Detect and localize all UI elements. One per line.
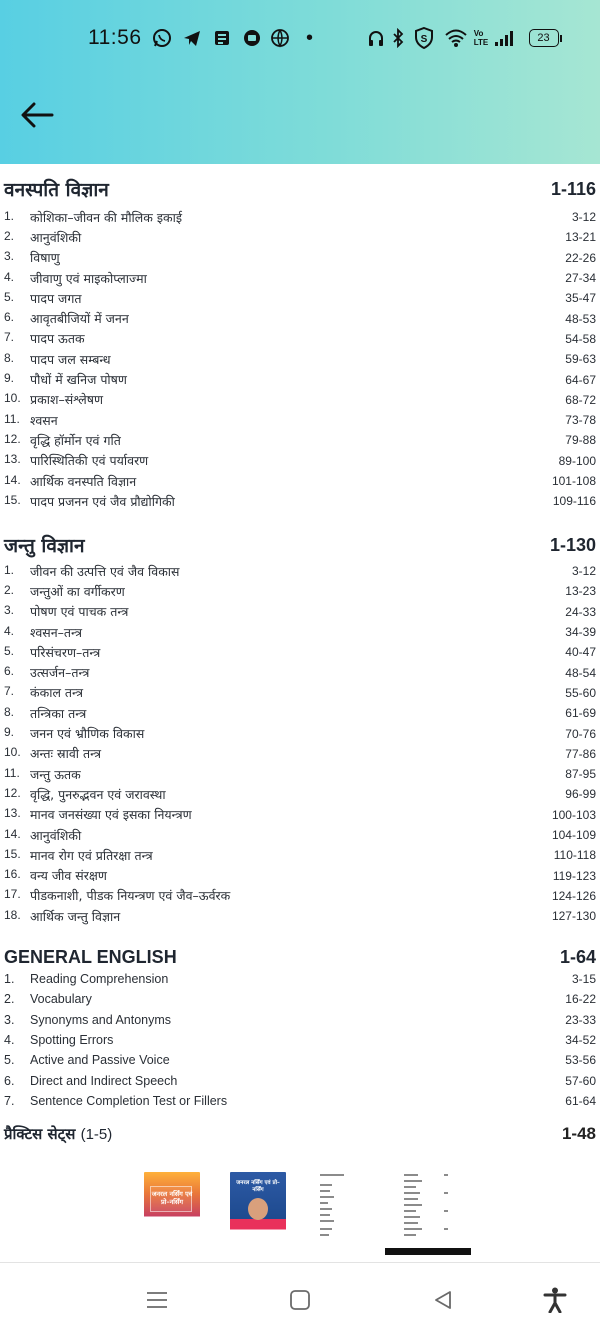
chapter-title: वृद्धि, पुनरुद्भवन एवं जरावस्था bbox=[30, 786, 166, 802]
chapter-title: पारिस्थितिकी एवं पर्यावरण bbox=[30, 453, 149, 469]
chapter-title: मानव जनसंख्या एवं इसका नियन्त्रण bbox=[30, 807, 192, 823]
chapter-number: 10. bbox=[4, 745, 21, 760]
chapter-label bbox=[4, 563, 180, 580]
chapter-pages: 22-26 bbox=[565, 250, 596, 265]
chapter-row bbox=[4, 410, 596, 430]
section-title: जन्तु विज्ञान bbox=[4, 535, 85, 557]
chapter-pages: 127-130 bbox=[551, 909, 596, 924]
chapter-title: पोषण एवं पाचक तन्त्र bbox=[30, 604, 129, 620]
chapter-row bbox=[4, 683, 596, 703]
cover-title: जनरल नर्सिंग एवं प्रो–नर्सिंग bbox=[151, 1190, 193, 1206]
chapter-number: 11. bbox=[4, 411, 20, 426]
chapter-row bbox=[4, 1010, 596, 1030]
chapter-row bbox=[4, 805, 596, 825]
chapter-row bbox=[4, 369, 596, 389]
system-navigation-bar bbox=[0, 1262, 600, 1333]
chapter-row bbox=[4, 1091, 596, 1111]
chapter-title: जीवन की उत्पत्ति एवं जैव विकास bbox=[30, 563, 180, 579]
chapter-label bbox=[4, 310, 129, 327]
chapter-pages: 59-63 bbox=[565, 352, 596, 367]
chapter-row bbox=[4, 430, 596, 450]
chapter-row bbox=[4, 662, 596, 682]
chapter-row bbox=[4, 308, 596, 328]
chapter-number: 2. bbox=[4, 228, 15, 243]
section-title: वनस्पति विज्ञान bbox=[4, 179, 109, 201]
page-thumbnail-strip bbox=[0, 1166, 600, 1260]
chapter-number: 12. bbox=[4, 785, 21, 800]
chapter-number: 4. bbox=[4, 269, 15, 284]
chapter-row bbox=[4, 288, 596, 308]
app-notification-icon bbox=[242, 27, 262, 49]
chapter-pages: 68-72 bbox=[565, 392, 596, 407]
chapter-number: 8. bbox=[4, 350, 15, 365]
chapter-title: उत्सर्जन–तन्त्र bbox=[30, 665, 90, 681]
chapter-row bbox=[4, 744, 596, 764]
chapter-list bbox=[4, 561, 596, 926]
chapter-title: वन्य जीव संरक्षण bbox=[30, 868, 107, 884]
volte-label: Vo LTE bbox=[473, 29, 489, 47]
chapter-row bbox=[4, 642, 596, 662]
chapter-number: 6. bbox=[4, 1073, 15, 1088]
chapter-pages: 3-12 bbox=[571, 564, 596, 579]
chapter-row bbox=[4, 471, 596, 491]
accessibility-person-icon bbox=[543, 1287, 567, 1313]
chapter-pages: 16-22 bbox=[565, 992, 596, 1007]
chapter-title: श्वसन bbox=[30, 412, 58, 428]
chapter-pages: 48-54 bbox=[565, 665, 596, 680]
chapter-number: 3. bbox=[4, 603, 15, 618]
chapter-row bbox=[4, 1030, 596, 1050]
chapter-number: 1. bbox=[4, 972, 15, 987]
chapter-pages: 3-12 bbox=[571, 210, 596, 225]
chapter-label bbox=[4, 330, 85, 347]
chapter-row bbox=[4, 784, 596, 804]
chapter-label bbox=[4, 786, 166, 803]
chapter-pages: 13-21 bbox=[565, 230, 596, 245]
chapter-pages: 79-88 bbox=[565, 433, 596, 448]
chapter-title: मानव रोग एवं प्रतिरक्षा तन्त्र bbox=[30, 847, 153, 863]
chapter-number: 2. bbox=[4, 992, 15, 1007]
chapter-row bbox=[4, 723, 596, 743]
chapter-number: 6. bbox=[4, 664, 15, 679]
chapter-number: 3. bbox=[4, 249, 15, 264]
chapter-pages: 24-33 bbox=[565, 604, 596, 619]
chapter-title: जन्तु ऊतक bbox=[30, 766, 81, 782]
back-button[interactable] bbox=[14, 92, 60, 138]
chapter-number: 2. bbox=[4, 582, 15, 597]
chapter-number: 4. bbox=[4, 623, 15, 638]
chapter-pages: 3-15 bbox=[571, 972, 596, 987]
chapter-label bbox=[4, 887, 230, 904]
chapter-row bbox=[4, 329, 596, 349]
chapter-title: Sentence Completion Test or Fillers bbox=[30, 1093, 228, 1108]
thumbnail-page-2[interactable] bbox=[230, 1172, 286, 1244]
chapter-pages: 35-47 bbox=[565, 291, 596, 306]
signal-icon bbox=[494, 27, 516, 49]
chapter-pages: 40-47 bbox=[565, 645, 596, 660]
chapter-row bbox=[4, 349, 596, 369]
chapter-number: 10. bbox=[4, 391, 21, 406]
practice-range: 1-48 bbox=[561, 1124, 596, 1143]
chapter-label bbox=[4, 351, 111, 368]
news-icon bbox=[212, 27, 232, 49]
chapter-title: Synonyms and Antonyms bbox=[30, 1012, 172, 1027]
chapter-title: पादप प्रजनन एवं जैव प्रौद्योगिकी bbox=[30, 493, 175, 509]
chapter-title: वृद्धि हॉर्मोन एवं गति bbox=[30, 432, 121, 448]
whatsapp-icon bbox=[152, 27, 172, 49]
chapter-row bbox=[4, 969, 596, 989]
chapter-row bbox=[4, 906, 596, 926]
chapter-pages: 55-60 bbox=[565, 685, 596, 700]
chapter-number: 4. bbox=[4, 1033, 15, 1048]
practice-title bbox=[4, 1124, 112, 1144]
chapter-title: आनुवंशिकी bbox=[30, 827, 82, 843]
chapter-number: 1. bbox=[4, 208, 15, 223]
chapter-label bbox=[4, 412, 58, 429]
chapter-pages: 34-39 bbox=[565, 625, 596, 640]
chapter-number: 9. bbox=[4, 371, 15, 386]
chapter-pages: 87-95 bbox=[565, 767, 596, 782]
telegram-icon bbox=[182, 27, 202, 49]
chapter-number: 15. bbox=[4, 492, 21, 507]
chapter-label bbox=[4, 391, 103, 408]
chapter-row bbox=[4, 825, 596, 845]
cover-photo bbox=[248, 1198, 268, 1220]
chapter-title: जीवाणु एवं माइकोप्लाज्मा bbox=[30, 270, 147, 286]
chapter-row bbox=[4, 622, 596, 642]
section-header bbox=[4, 174, 596, 204]
globe-app-icon bbox=[270, 27, 290, 49]
chapter-title: परिसंचरण–तन्त्र bbox=[30, 644, 101, 660]
chapter-label bbox=[4, 1094, 227, 1108]
chapter-title: Direct and Indirect Speech bbox=[30, 1073, 178, 1088]
chapter-list bbox=[4, 969, 596, 1111]
practice-sets-row bbox=[4, 1120, 596, 1148]
chapter-pages: 13-23 bbox=[565, 584, 596, 599]
status-bar bbox=[0, 24, 600, 54]
triangle-back-icon bbox=[432, 1289, 454, 1311]
wifi-icon bbox=[444, 27, 468, 49]
chapter-pages: 110-118 bbox=[553, 848, 596, 863]
chapter-label bbox=[4, 745, 101, 762]
chapter-label bbox=[4, 452, 148, 469]
chapter-title: आर्थिक जन्तु विज्ञान bbox=[30, 908, 121, 924]
chapter-pages: 48-53 bbox=[565, 311, 596, 326]
chapter-label bbox=[4, 371, 127, 388]
chapter-number: 5. bbox=[4, 1053, 15, 1068]
section-header bbox=[4, 942, 596, 972]
practice-title-text: प्रैक्टिस सेट्स bbox=[4, 1125, 76, 1143]
chapter-list bbox=[4, 207, 596, 511]
chapter-row bbox=[4, 227, 596, 247]
chapter-label bbox=[4, 1053, 170, 1067]
chapter-pages: 73-78 bbox=[565, 413, 596, 428]
chapter-row bbox=[4, 561, 596, 581]
chapter-label bbox=[4, 908, 120, 925]
bluetooth-icon bbox=[390, 27, 406, 49]
chapter-row bbox=[4, 764, 596, 784]
battery-icon bbox=[528, 27, 562, 49]
chapter-pages: 96-99 bbox=[565, 787, 596, 802]
thumbnail-page-1[interactable] bbox=[144, 1172, 200, 1244]
chapter-row bbox=[4, 886, 596, 906]
chapter-title: पादप जगत bbox=[30, 290, 82, 306]
chapter-title: Spotting Errors bbox=[30, 1033, 114, 1048]
chapter-title: पादप ऊतक bbox=[30, 331, 85, 347]
chapter-row bbox=[4, 491, 596, 511]
document-page[interactable] bbox=[0, 164, 600, 1158]
chapter-label bbox=[4, 229, 81, 246]
chapter-title: पादप जल सम्बन्ध bbox=[30, 351, 111, 367]
chapter-title: श्वसन–तन्त्र bbox=[30, 624, 82, 640]
chapter-number: 18. bbox=[4, 907, 21, 922]
chapter-title: तन्त्रिका तन्त्र bbox=[30, 705, 87, 721]
chapter-title: जनन एवं भ्रौणिक विकास bbox=[30, 726, 145, 742]
chapter-row bbox=[4, 703, 596, 723]
chapter-label bbox=[4, 473, 136, 490]
chapter-label bbox=[4, 766, 81, 783]
chapter-number: 9. bbox=[4, 725, 15, 740]
chapter-pages: 54-58 bbox=[565, 331, 596, 346]
chapter-title: आनुवंशिकी bbox=[30, 229, 82, 245]
chapter-label bbox=[4, 847, 153, 864]
chapter-label bbox=[4, 1074, 177, 1088]
chapter-number: 15. bbox=[4, 846, 21, 861]
chapter-label bbox=[4, 725, 144, 742]
thumbnail-page-4[interactable] bbox=[400, 1172, 456, 1244]
chapter-number: 11. bbox=[4, 765, 20, 780]
chapter-row bbox=[4, 602, 596, 622]
chapter-pages: 27-34 bbox=[565, 271, 596, 286]
chapter-title: पौधों में खनिज पोषण bbox=[30, 372, 127, 388]
chapter-row bbox=[4, 207, 596, 227]
notification-dot: • bbox=[306, 26, 314, 49]
headphones-icon bbox=[366, 27, 386, 49]
chapter-row bbox=[4, 1050, 596, 1070]
chapter-pages: 61-64 bbox=[565, 1093, 596, 1108]
chapter-number: 1. bbox=[4, 562, 15, 577]
chapter-label bbox=[4, 209, 182, 226]
battery-level: 23 bbox=[529, 29, 559, 47]
chapter-row bbox=[4, 865, 596, 885]
arrow-left-icon bbox=[20, 102, 54, 128]
square-icon bbox=[289, 1289, 311, 1311]
chapter-title: जन्तुओं का वर्गीकरण bbox=[30, 583, 125, 599]
chapter-title: Vocabulary bbox=[30, 992, 92, 1007]
chapter-number: 5. bbox=[4, 643, 15, 658]
chapter-label bbox=[4, 603, 128, 620]
chapter-title: पीडकनाशी, पीडक नियन्त्रण एवं जैव–ऊर्वरक bbox=[30, 888, 231, 904]
practice-suffix: (1-5) bbox=[80, 1126, 113, 1143]
chapter-title: Reading Comprehension bbox=[30, 972, 169, 987]
chapter-pages: 119-123 bbox=[552, 868, 596, 883]
chapter-row bbox=[4, 581, 596, 601]
chapter-pages: 104-109 bbox=[551, 828, 596, 842]
chapter-number: 5. bbox=[4, 289, 15, 304]
chapter-label bbox=[4, 705, 86, 722]
chapter-label bbox=[4, 644, 100, 661]
chapter-row bbox=[4, 451, 596, 471]
svg-text:S: S bbox=[420, 34, 428, 45]
chapter-pages: 77-86 bbox=[565, 746, 596, 761]
section-range: 1-64 bbox=[559, 946, 596, 967]
chapter-row bbox=[4, 390, 596, 410]
section-title: GENERAL ENGLISH bbox=[4, 946, 177, 967]
chapter-title: आवृतबीजियों में जनन bbox=[30, 311, 129, 327]
chapter-label bbox=[4, 684, 83, 701]
chapter-label bbox=[4, 624, 82, 641]
chapter-pages: 34-52 bbox=[565, 1033, 596, 1048]
chapter-pages: 70-76 bbox=[565, 726, 596, 741]
chapter-number: 13. bbox=[4, 806, 21, 821]
back-nav-button[interactable] bbox=[428, 1285, 458, 1315]
chapter-label bbox=[4, 1013, 171, 1027]
chapter-row bbox=[4, 268, 596, 288]
chapter-pages: 57-60 bbox=[565, 1073, 596, 1088]
current-page-indicator bbox=[385, 1248, 471, 1255]
chapter-number: 7. bbox=[4, 330, 15, 345]
menu-lines-icon bbox=[146, 1290, 168, 1310]
chapter-number: 14. bbox=[4, 826, 21, 841]
chapter-pages: 124-126 bbox=[551, 888, 596, 903]
chapter-label bbox=[4, 432, 121, 449]
status-time: 11:56 bbox=[88, 26, 142, 49]
chapter-pages: 89-100 bbox=[558, 453, 596, 468]
chapter-pages: 101-108 bbox=[551, 474, 596, 488]
chapter-title: कोशिका–जीवन की मौलिक इकाई bbox=[30, 209, 182, 225]
chapter-number: 16. bbox=[4, 867, 21, 882]
chapter-label bbox=[4, 972, 168, 986]
recents-button[interactable] bbox=[142, 1285, 172, 1315]
chapter-number: 12. bbox=[4, 431, 21, 446]
chapter-label bbox=[4, 270, 147, 287]
chapter-label bbox=[4, 290, 82, 307]
chapter-title: अन्तः स्रावी तन्त्र bbox=[30, 746, 102, 762]
chapter-row bbox=[4, 845, 596, 865]
chapter-pages: 23-33 bbox=[565, 1012, 596, 1027]
chapter-number: 8. bbox=[4, 704, 15, 719]
chapter-row bbox=[4, 248, 596, 268]
chapter-pages: 109-116 bbox=[552, 494, 596, 509]
accessibility-button[interactable] bbox=[540, 1285, 570, 1315]
chapter-number: 3. bbox=[4, 1012, 15, 1027]
section-range: 1-130 bbox=[549, 534, 596, 555]
section-range: 1-116 bbox=[550, 178, 596, 199]
chapter-title: प्रकाश–संश्लेषण bbox=[30, 392, 104, 408]
chapter-row bbox=[4, 989, 596, 1009]
chapter-title: Active and Passive Voice bbox=[30, 1053, 170, 1068]
chapter-label bbox=[4, 664, 89, 681]
chapter-label bbox=[4, 806, 192, 823]
chapter-label bbox=[4, 992, 92, 1006]
top-app-bar bbox=[0, 0, 600, 164]
chapter-pages: 100-103 bbox=[551, 807, 596, 822]
chapter-pages: 61-69 bbox=[565, 706, 596, 721]
chapter-label bbox=[4, 867, 107, 884]
chapter-number: 17. bbox=[4, 887, 21, 902]
chapter-number: 7. bbox=[4, 684, 15, 699]
chapter-number: 13. bbox=[4, 452, 21, 467]
chapter-title: कंकाल तन्त्र bbox=[30, 685, 83, 701]
chapter-number: 7. bbox=[4, 1093, 15, 1108]
thumbnail-page-3[interactable] bbox=[316, 1172, 372, 1244]
chapter-label bbox=[4, 583, 125, 600]
home-button[interactable] bbox=[285, 1285, 315, 1315]
vpn-shield-icon bbox=[414, 27, 434, 49]
chapter-label bbox=[4, 827, 81, 844]
chapter-title: आर्थिक वनस्पति विज्ञान bbox=[30, 473, 137, 489]
section-header bbox=[4, 530, 596, 560]
chapter-number: 14. bbox=[4, 472, 21, 487]
chapter-label bbox=[4, 493, 175, 510]
chapter-pages: 64-67 bbox=[565, 372, 596, 387]
chapter-label bbox=[4, 249, 60, 266]
chapter-title: विषाणु bbox=[30, 250, 60, 266]
chapter-number: 6. bbox=[4, 310, 15, 325]
chapter-pages: 53-56 bbox=[565, 1053, 596, 1068]
chapter-row bbox=[4, 1070, 596, 1090]
cover-title: जनरल नर्सिंग एवं प्रो–नर्सिंग bbox=[236, 1180, 280, 1193]
chapter-label bbox=[4, 1033, 113, 1047]
